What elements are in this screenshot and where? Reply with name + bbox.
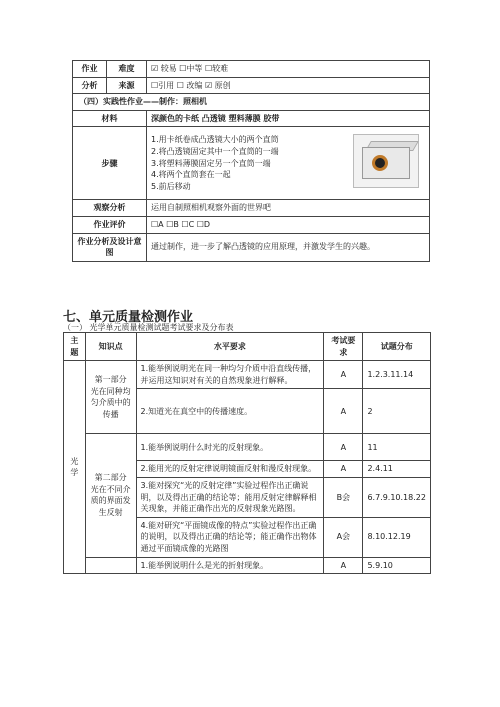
header-row: [64, 333, 431, 361]
standard-cell: 2.知道光在真空中的传播速度。: [136, 389, 324, 434]
design-row: [73, 233, 430, 261]
evaluation-value: ☐A ☐B ☐C ☐D: [147, 216, 430, 233]
header-knowledge: 知识点: [85, 333, 136, 361]
steps-label: 步骤: [73, 127, 147, 200]
materials-value: 深颜色的卡纸 凸透镜 塑料薄膜 胶带: [147, 110, 430, 127]
header-distribution: 试题分布: [363, 333, 431, 361]
observation-value: 运用自制照相机观察外面的世界吧: [147, 200, 430, 217]
materials-row: [73, 110, 430, 127]
standard-cell: 1.能举例说明什么是光的折射现象。: [136, 557, 324, 574]
requirement-cell: B会: [324, 477, 363, 517]
requirement-cell: A: [324, 557, 363, 574]
distribution-cell: 2: [363, 389, 431, 434]
analysis-label-2: 分析: [73, 77, 107, 94]
design-label: 作业分析及设计意图: [73, 233, 147, 261]
standard-cell: 4.能对研究“平面镜成像的特点”实验过程作出正确的说明，以及得出正确的结论等；能正确作出物体通过平面镜成像的光路图: [136, 517, 324, 557]
table-row: [64, 361, 431, 389]
source-row: [73, 77, 430, 94]
knowledge-part-3: [85, 557, 136, 574]
step-1: 1.用卡纸卷成凸透镜大小的两个直筒: [151, 135, 279, 145]
steps-cell: [147, 127, 430, 200]
distribution-cell: 1.2.3.11.14: [363, 361, 431, 389]
requirement-cell: A: [324, 461, 363, 478]
table-row: [64, 434, 431, 461]
step-4: 4.将两个直筒套在一起: [151, 170, 231, 180]
design-value: 通过制作，进一步了解凸透镜的应用原理，并激发学生的兴趣。: [147, 233, 430, 261]
table-row: [64, 557, 431, 574]
step-3: 3.将塑料薄膜固定另一个直筒一端: [151, 158, 271, 168]
topic-cell: 光学: [64, 361, 86, 574]
exam-distribution-table: [63, 332, 431, 574]
observation-row: [73, 200, 430, 217]
knowledge-part-1: 第一部分 光在同种均匀介质中的传播: [85, 361, 136, 434]
knowledge-part-2: 第二部分 光在不同介质的界面发生反射: [85, 434, 136, 557]
practice-homework-table: [72, 60, 430, 262]
steps-row: [73, 127, 430, 200]
requirement-cell: A: [324, 361, 363, 389]
source-label: 来源: [107, 77, 147, 94]
section-heading: 七、单元质量检测作业: [63, 310, 194, 325]
section-subheading: （一） 光学单元质量检测试题考试要求及分布表: [63, 323, 234, 332]
standard-cell: 1.能举例说明什么时光的反射现象。: [136, 434, 324, 461]
standard-cell: 2.能用光的反射定律说明镜面反射和漫反射现象。: [136, 461, 324, 478]
observation-label: 观察分析: [73, 200, 147, 217]
difficulty-value: ☑ 较易 ☐中等 ☐较难: [147, 61, 430, 78]
header-standard: 水平要求: [136, 333, 324, 361]
header-topic: 主题: [64, 333, 86, 361]
materials-label: 材料: [73, 110, 147, 127]
evaluation-row: [73, 216, 430, 233]
requirement-cell: A: [324, 434, 363, 461]
distribution-cell: 2.4.11: [363, 461, 431, 478]
analysis-label: 作业: [73, 61, 107, 78]
difficulty-label: 难度: [107, 61, 147, 78]
header-requirement: 考试要求: [324, 333, 363, 361]
section-title: （四）实践性作业——制作：照相机: [73, 94, 430, 111]
evaluation-label: 作业评价: [73, 216, 147, 233]
distribution-cell: 8.10.12.19: [363, 517, 431, 557]
distribution-cell: 6.7.9.10.18.22: [363, 477, 431, 517]
step-5: 5.前后移动: [151, 181, 191, 191]
step-2: 2.将凸透镜固定其中一个直筒的一端: [151, 146, 279, 156]
standard-cell: 1.能举例说明光在同一种均匀介质中沿直线传播，并运用这知识对有关的自然现象进行解释。: [136, 361, 324, 389]
source-value: ☐引用 ☐ 改编 ☑ 原创: [147, 77, 430, 94]
difficulty-row: [73, 61, 430, 78]
distribution-cell: 5.9.10: [363, 557, 431, 574]
section-row: [73, 94, 430, 111]
requirement-cell: A会: [324, 517, 363, 557]
distribution-cell: 11: [363, 434, 431, 461]
requirement-cell: A: [324, 389, 363, 434]
camera-photo: [353, 134, 419, 188]
standard-cell: 3.能对探究“光的反射定律”实验过程作出正确说明，以及得出正确的结论等；能用反射定律解释相关现象，并能正确作出光的反射现象光路图。: [136, 477, 324, 517]
